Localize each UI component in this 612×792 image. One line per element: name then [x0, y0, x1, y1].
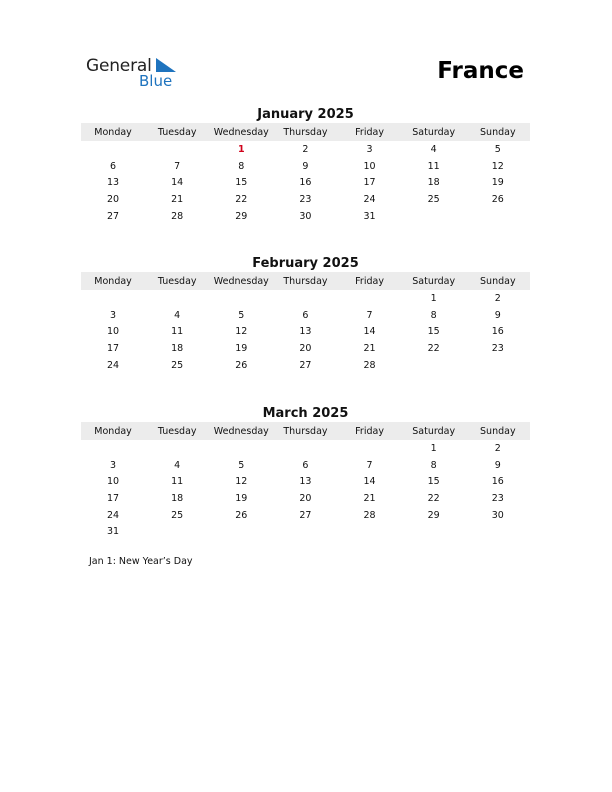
day-cell: 1 — [430, 442, 437, 454]
day-cell: 25 — [171, 359, 184, 371]
week-row — [81, 340, 530, 357]
day-cell: 14 — [171, 177, 184, 189]
day-cell: 20 — [299, 492, 312, 504]
holiday-note: Jan 1: New Year’s Day — [89, 556, 193, 567]
day-cell: 27 — [299, 509, 312, 521]
month-title: January 2025 — [257, 107, 354, 122]
day-cell: 16 — [299, 177, 312, 189]
day-cell: 18 — [171, 492, 184, 504]
week-row — [81, 457, 530, 474]
day-cell: 5 — [494, 143, 501, 155]
weekday-label: Wednesday — [213, 275, 269, 287]
week-row — [81, 191, 530, 208]
weekday-label: Friday — [355, 425, 384, 437]
day-cell: 29 — [427, 509, 440, 521]
day-cell: 4 — [174, 309, 181, 321]
day-cell: 8 — [430, 459, 437, 471]
weekday-label: Sunday — [480, 425, 516, 437]
day-cell: 8 — [430, 309, 437, 321]
generalblue-logo — [86, 56, 196, 92]
day-cell: 17 — [107, 342, 120, 354]
day-cell: 28 — [171, 210, 184, 222]
day-cell: 12 — [491, 160, 504, 172]
weekday-label: Sunday — [480, 126, 516, 138]
month-march — [81, 406, 530, 540]
day-cell: 31 — [363, 210, 376, 222]
week-row — [81, 290, 530, 307]
day-cell: 7 — [174, 160, 181, 172]
day-cell: 13 — [299, 326, 312, 338]
week-row — [81, 490, 530, 507]
weekday-header — [81, 422, 530, 440]
week-row — [81, 174, 530, 191]
week-row — [81, 357, 530, 374]
weekday-label: Saturday — [412, 425, 456, 437]
day-cell: 4 — [174, 459, 181, 471]
day-cell: 31 — [107, 526, 120, 538]
month-title: March 2025 — [262, 406, 349, 421]
day-cell: 21 — [363, 342, 376, 354]
day-cell: 25 — [427, 193, 440, 205]
logo-text-blue: Blue — [139, 72, 173, 90]
weekday-label: Saturday — [412, 275, 456, 287]
month-february — [81, 256, 530, 373]
day-cell: 23 — [491, 492, 504, 504]
day-cell: 13 — [107, 177, 120, 189]
day-cell: 8 — [238, 160, 245, 172]
day-cell: 9 — [302, 160, 309, 172]
day-cell: 5 — [238, 459, 245, 471]
weekday-label: Tuesday — [157, 275, 197, 287]
country-title: France — [437, 58, 524, 84]
weekday-label: Friday — [355, 275, 384, 287]
day-cell: 5 — [238, 309, 245, 321]
day-cell: 28 — [363, 359, 376, 371]
holiday-notes — [89, 556, 193, 567]
day-cell: 29 — [235, 210, 248, 222]
day-cell: 10 — [107, 326, 120, 338]
day-cell: 23 — [491, 342, 504, 354]
week-row — [81, 158, 530, 175]
weekday-label: Tuesday — [157, 126, 197, 138]
day-cell: 19 — [235, 492, 248, 504]
day-cell: 24 — [107, 509, 120, 521]
month-grid — [81, 141, 530, 224]
day-cell: 27 — [299, 359, 312, 371]
day-cell: 22 — [235, 193, 248, 205]
weekday-label: Sunday — [480, 275, 516, 287]
day-cell: 19 — [491, 177, 504, 189]
day-cell: 12 — [235, 326, 248, 338]
day-cell: 11 — [171, 476, 184, 488]
day-cell: 15 — [427, 326, 440, 338]
day-cell: 26 — [235, 359, 248, 371]
day-cell: 26 — [235, 509, 248, 521]
month-grid — [81, 440, 530, 540]
day-cell: 12 — [235, 476, 248, 488]
day-cell: 7 — [366, 459, 373, 471]
day-cell: 6 — [110, 160, 117, 172]
day-cell: 10 — [363, 160, 376, 172]
weekday-label: Tuesday — [157, 425, 197, 437]
week-row — [81, 141, 530, 158]
day-cell: 13 — [299, 476, 312, 488]
week-row — [81, 523, 530, 540]
weekday-header — [81, 272, 530, 290]
day-cell: 23 — [299, 193, 312, 205]
day-cell: 20 — [107, 193, 120, 205]
day-cell: 20 — [299, 342, 312, 354]
day-cell: 24 — [363, 193, 376, 205]
day-cell: 24 — [107, 359, 120, 371]
week-row — [81, 307, 530, 324]
day-cell: 30 — [299, 210, 312, 222]
month-january — [81, 107, 530, 224]
weekday-label: Monday — [94, 126, 132, 138]
day-cell: 3 — [110, 309, 117, 321]
day-cell: 25 — [171, 509, 184, 521]
weekday-label: Thursday — [283, 425, 328, 437]
holiday-day-cell: 1 — [238, 143, 245, 155]
weekday-label: Monday — [94, 425, 132, 437]
day-cell: 10 — [107, 476, 120, 488]
day-cell: 27 — [107, 210, 120, 222]
day-cell: 11 — [427, 160, 440, 172]
week-row — [81, 323, 530, 340]
day-cell: 3 — [110, 459, 117, 471]
day-cell: 9 — [494, 459, 501, 471]
day-cell: 16 — [491, 476, 504, 488]
week-row — [81, 507, 530, 524]
day-cell: 1 — [430, 292, 437, 304]
weekday-label: Wednesday — [213, 126, 269, 138]
weekday-label: Thursday — [283, 126, 328, 138]
day-cell: 14 — [363, 326, 376, 338]
week-row — [81, 473, 530, 490]
week-row — [81, 440, 530, 457]
weekday-header — [81, 123, 530, 141]
day-cell: 22 — [427, 342, 440, 354]
month-title: February 2025 — [252, 256, 359, 271]
weekday-label: Wednesday — [213, 425, 269, 437]
day-cell: 16 — [491, 326, 504, 338]
day-cell: 22 — [427, 492, 440, 504]
day-cell: 6 — [302, 459, 309, 471]
day-cell: 30 — [491, 509, 504, 521]
weekday-label: Friday — [355, 126, 384, 138]
day-cell: 28 — [363, 509, 376, 521]
day-cell: 4 — [430, 143, 437, 155]
day-cell: 2 — [302, 143, 309, 155]
day-cell: 26 — [491, 193, 504, 205]
day-cell: 11 — [171, 326, 184, 338]
day-cell: 18 — [171, 342, 184, 354]
day-cell: 2 — [494, 442, 501, 454]
day-cell: 15 — [427, 476, 440, 488]
day-cell: 15 — [235, 177, 248, 189]
logo-text-general: General — [86, 56, 152, 76]
day-cell: 2 — [494, 292, 501, 304]
weekday-label: Monday — [94, 275, 132, 287]
day-cell: 21 — [171, 193, 184, 205]
week-row — [81, 208, 530, 225]
weekday-label: Saturday — [412, 126, 456, 138]
day-cell: 17 — [363, 177, 376, 189]
day-cell: 17 — [107, 492, 120, 504]
day-cell: 6 — [302, 309, 309, 321]
day-cell: 21 — [363, 492, 376, 504]
day-cell: 19 — [235, 342, 248, 354]
day-cell: 18 — [427, 177, 440, 189]
day-cell: 9 — [494, 309, 501, 321]
day-cell: 14 — [363, 476, 376, 488]
weekday-label: Thursday — [283, 275, 328, 287]
day-cell: 3 — [366, 143, 373, 155]
day-cell: 7 — [366, 309, 373, 321]
month-grid — [81, 290, 530, 373]
